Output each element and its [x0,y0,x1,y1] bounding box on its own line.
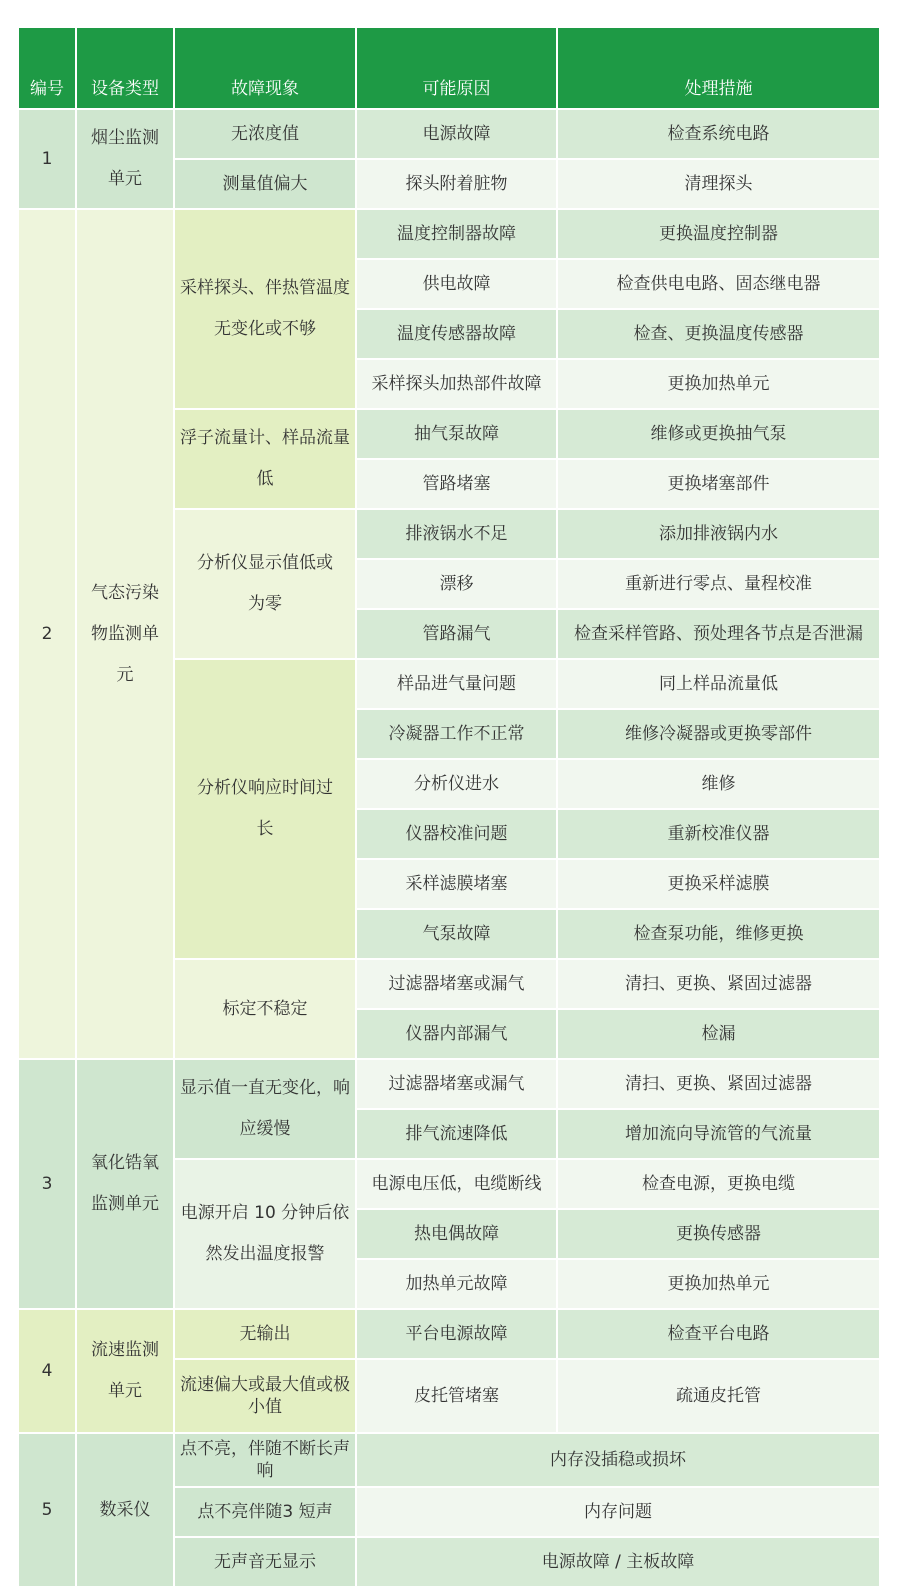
table-row [18,1059,880,1109]
cause-cell: 皮托管堵塞 [356,1359,557,1433]
header-cause: 可能原因 [356,27,557,109]
merged-cause-action-cell: 内存问题 [356,1487,880,1537]
table-row [18,209,880,259]
symptom-cell: 无浓度值 [174,109,356,159]
cause-cell: 热电偶故障 [356,1209,557,1259]
device-type: 氧化锆氧监测单元 [76,1059,174,1309]
header-type: 设备类型 [76,27,174,109]
device-type: 流速监测单元 [76,1309,174,1433]
action-cell: 更换加热单元 [557,1259,880,1309]
cause-cell: 过滤器堵塞或漏气 [356,959,557,1009]
action-cell: 检漏 [557,1009,880,1059]
action-cell: 更换采样滤膜 [557,859,880,909]
cause-cell: 样品进气量问题 [356,659,557,709]
cause-cell: 排液锅水不足 [356,509,557,559]
fault-table [17,26,881,1588]
symptom-cell: 浮子流量计、样品流量低 [174,409,356,509]
symptom-cell: 无输出 [174,1309,356,1359]
cause-cell: 仪器内部漏气 [356,1009,557,1059]
action-cell: 清扫、更换、紧固过滤器 [557,1059,880,1109]
cause-cell: 平台电源故障 [356,1309,557,1359]
symptom-cell: 电源开启 10 分钟后依然发出温度报警 [174,1159,356,1309]
device-type: 气态污染物监测单元 [76,209,174,1059]
header-id: 编号 [18,27,76,109]
cause-cell: 抽气泵故障 [356,409,557,459]
symptom-cell: 显示值一直无变化，响应缓慢 [174,1059,356,1159]
action-cell: 增加流向导流管的气流量 [557,1109,880,1159]
cause-cell: 温度控制器故障 [356,209,557,259]
symptom-cell: 无声音无显示 [174,1537,356,1587]
action-cell: 维修 [557,759,880,809]
device-type: 烟尘监测单元 [76,109,174,209]
cause-cell: 探头附着脏物 [356,159,557,209]
group-id: 3 [18,1059,76,1309]
action-cell: 检查平台电路 [557,1309,880,1359]
group-id: 1 [18,109,76,209]
action-cell: 更换加热单元 [557,359,880,409]
action-cell: 更换温度控制器 [557,209,880,259]
header-row [18,27,880,109]
action-cell: 检查电源，更换电缆 [557,1159,880,1209]
action-cell: 重新校准仪器 [557,809,880,859]
table-row [18,1309,880,1359]
table-row [18,109,880,159]
action-cell: 更换堵塞部件 [557,459,880,509]
action-cell: 维修或更换抽气泵 [557,409,880,459]
cause-cell: 过滤器堵塞或漏气 [356,1059,557,1109]
cause-cell: 采样探头加热部件故障 [356,359,557,409]
cause-cell: 分析仪进水 [356,759,557,809]
cause-cell: 气泵故障 [356,909,557,959]
cause-cell: 排气流速降低 [356,1109,557,1159]
action-cell: 重新进行零点、量程校准 [557,559,880,609]
action-cell: 检查采样管路、预处理各节点是否泄漏 [557,609,880,659]
cause-cell: 采样滤膜堵塞 [356,859,557,909]
group-id: 2 [18,209,76,1059]
action-cell: 清扫、更换、紧固过滤器 [557,959,880,1009]
action-cell: 检查、更换温度传感器 [557,309,880,359]
device-type: 数采仪 [76,1433,174,1587]
symptom-cell: 分析仪响应时间过长 [174,659,356,959]
cause-cell: 电源故障 [356,109,557,159]
cause-cell: 漂移 [356,559,557,609]
action-cell: 维修冷凝器或更换零部件 [557,709,880,759]
merged-cause-action-cell: 内存没插稳或损坏 [356,1433,880,1487]
cause-cell: 管路堵塞 [356,459,557,509]
symptom-cell: 测量值偏大 [174,159,356,209]
action-cell: 添加排液锅内水 [557,509,880,559]
symptom-cell: 流速偏大或最大值或极小值 [174,1359,356,1433]
header-action: 处理措施 [557,27,880,109]
cause-cell: 仪器校准问题 [356,809,557,859]
action-cell: 检查系统电路 [557,109,880,159]
action-cell: 检查供电电路、固态继电器 [557,259,880,309]
group-id: 5 [18,1433,76,1587]
group-id: 4 [18,1309,76,1433]
symptom-cell: 采样探头、伴热管温度无变化或不够 [174,209,356,409]
merged-cause-action-cell: 电源故障 / 主板故障 [356,1537,880,1587]
symptom-cell: 分析仪显示值低或为零 [174,509,356,659]
action-cell: 清理探头 [557,159,880,209]
cause-cell: 管路漏气 [356,609,557,659]
header-symptom: 故障现象 [174,27,356,109]
fault-table-container [17,26,881,1588]
action-cell: 更换传感器 [557,1209,880,1259]
action-cell: 检查泵功能，维修更换 [557,909,880,959]
cause-cell: 供电故障 [356,259,557,309]
cause-cell: 冷凝器工作不正常 [356,709,557,759]
symptom-cell: 点不亮伴随3 短声 [174,1487,356,1537]
table-row [18,1433,880,1487]
action-cell: 疏通皮托管 [557,1359,880,1433]
action-cell: 同上样品流量低 [557,659,880,709]
symptom-cell: 点不亮，伴随不断长声响 [174,1433,356,1487]
cause-cell: 电源电压低，电缆断线 [356,1159,557,1209]
symptom-cell: 标定不稳定 [174,959,356,1059]
cause-cell: 温度传感器故障 [356,309,557,359]
cause-cell: 加热单元故障 [356,1259,557,1309]
